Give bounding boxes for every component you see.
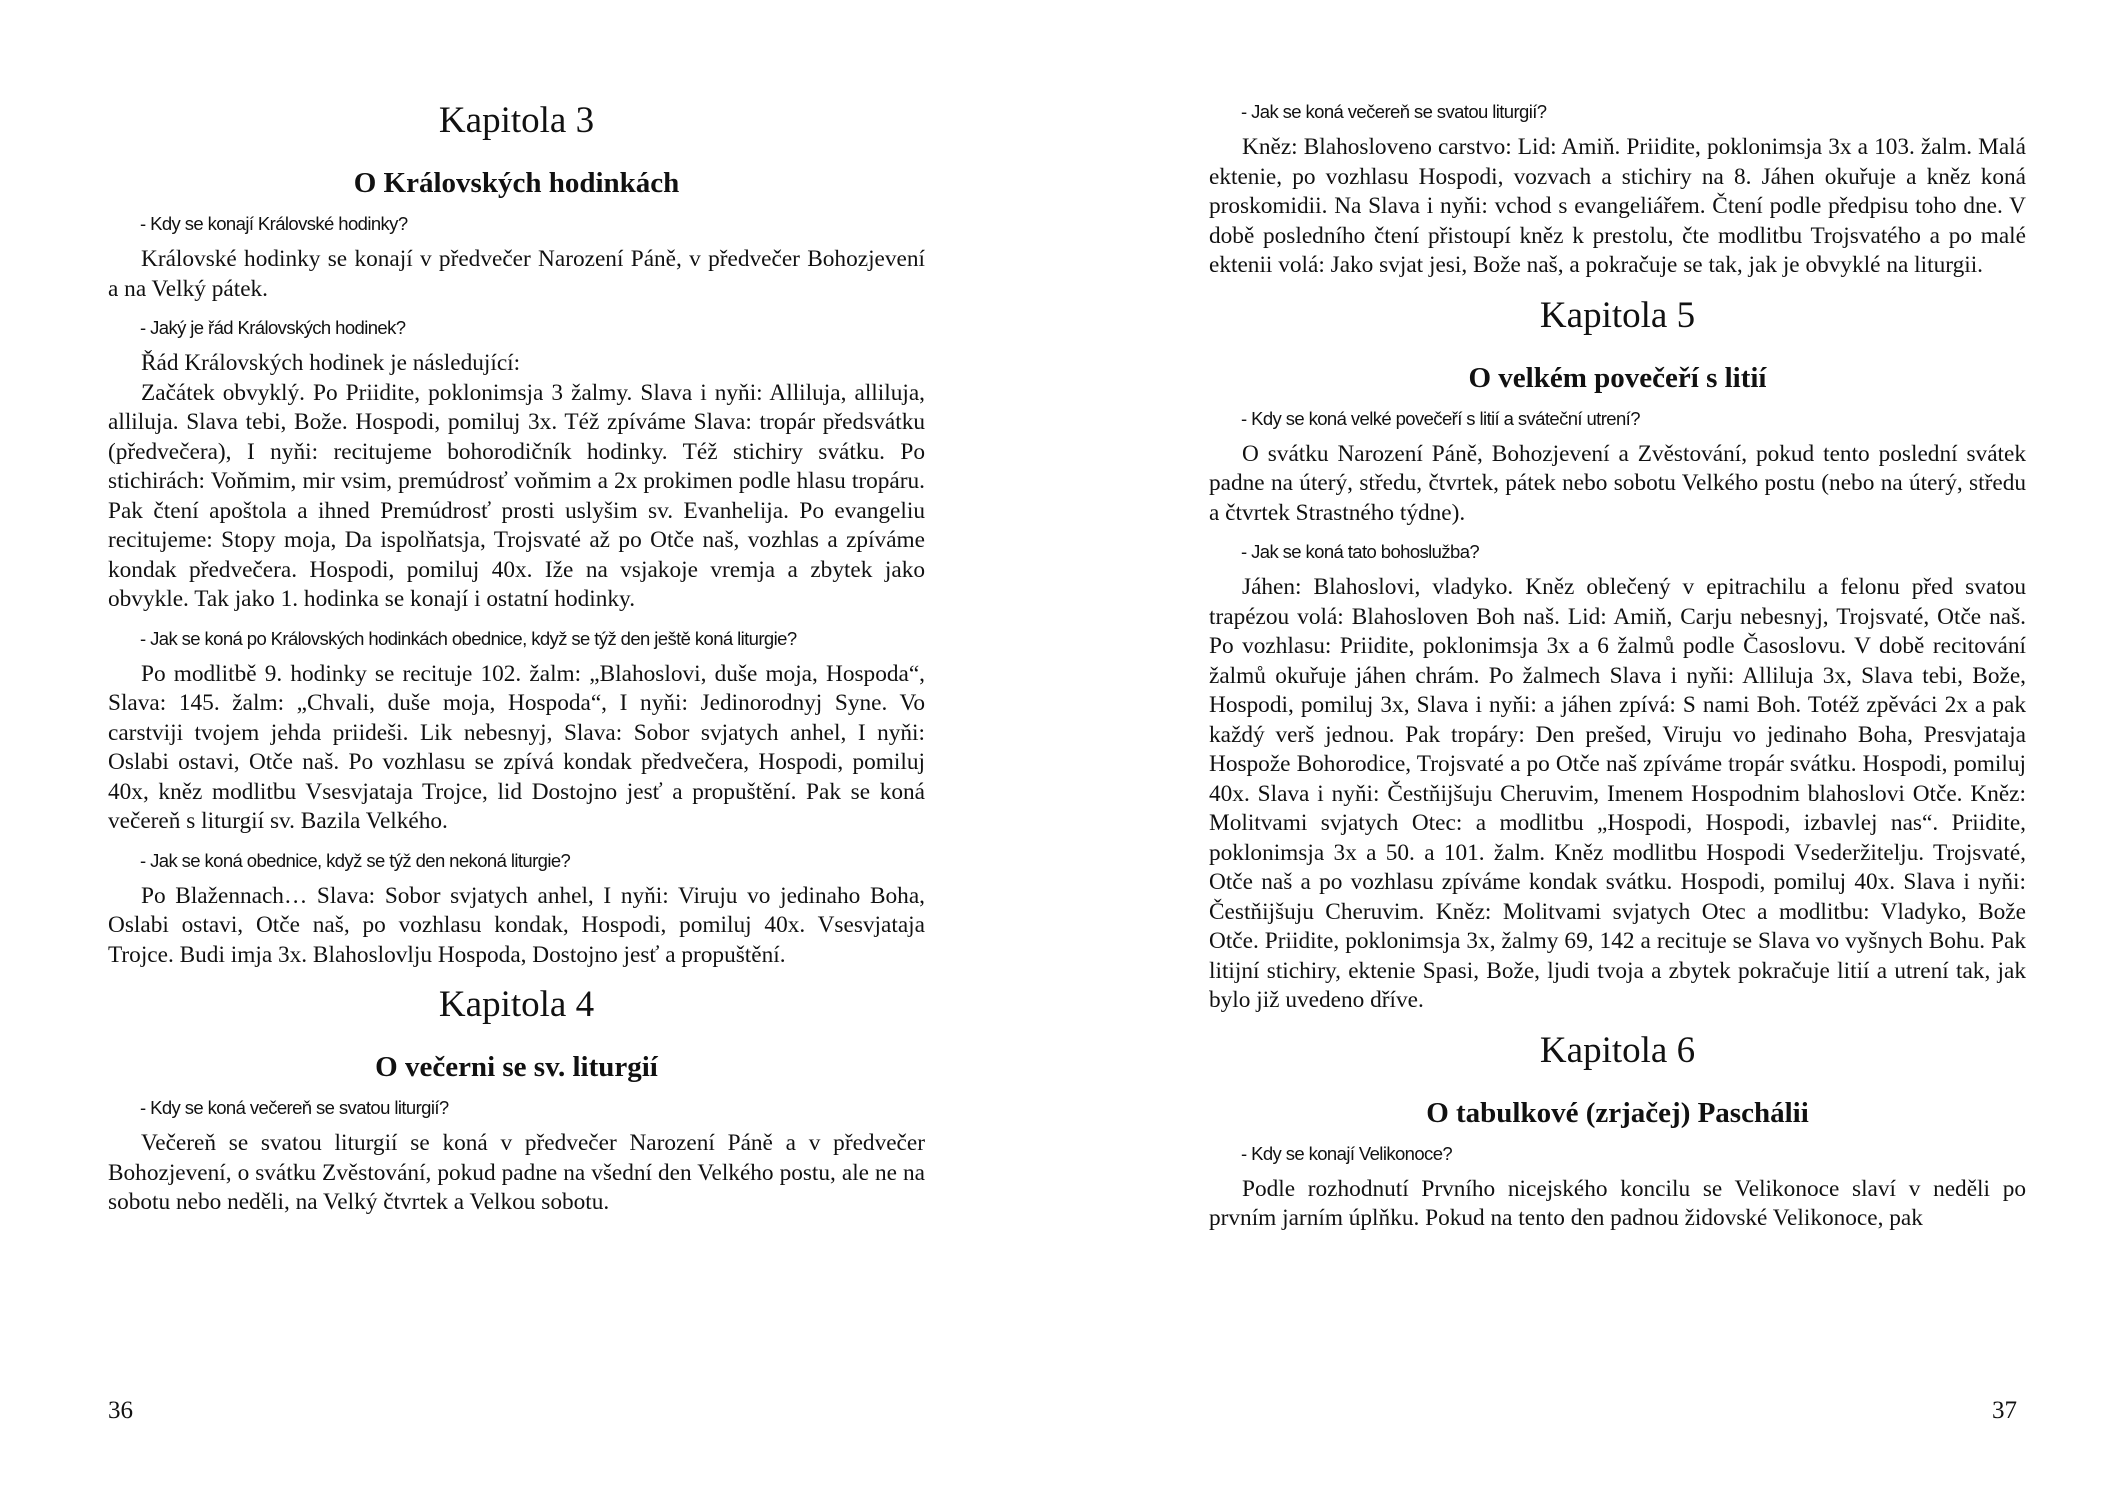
chapter-title: O večerni se sv. liturgií: [375, 1051, 658, 1083]
question: - Kdy se konají Velikonoce?: [1241, 1142, 1453, 1164]
left-page-text: [108, 88, 925, 1218]
answer-paragraph: O svátku Narození Páně, Bohozjevení a Zvěstování, pokud tento poslední svátek padne na úterý, středu, čtvrtek, pátek nebo sobotu Velkého postu (nebo na úterý, středu a čtvrtek Strastného týdne).: [1209, 440, 2026, 526]
answer-paragraph: Řád Královských hodinek je následující:: [141, 350, 521, 376]
question: - Jak se koná tato bohoslužba?: [1241, 541, 1480, 562]
chapter-heading: Kapitola 6: [1539, 1029, 1696, 1071]
question: - Jak se koná po Královských hodinkách obednice, když se týž den ještě koná liturgie?: [140, 627, 797, 649]
answer-paragraph: Podle rozhodnutí Prvního nicejského koncilu se Velikonoce slaví v neděli po prvním jarním úplňku. Pokud na tento den padnou židovské Velikonoce, pak: [1209, 1175, 2026, 1231]
question: - Kdy se koná velké povečeří s litií a sváteční utrení?: [1241, 407, 1640, 429]
page-number: 36: [108, 1397, 133, 1424]
answer-paragraph: Kněz: Blahosloveno carstvo: Lid: Amiň. Priidite, poklonimsja 3x a 103. žalm. Malá ektenie, po vozhlasu Hospodi, vozvach a stichiry na 8. Jáhen okuřuje a kněz koná proskomidii. Na Slava i nyňi: vchod s evangeliářem. Čtení podle předpisu toho dne. V době posledního čtení přistoupí kněz k prestolu, čte modlitbu Trojsvatého a po malé ektenii volá: Jako svjat jesi, Bože naš, a pokračuje se tak, jak je obvyklé na liturgii.: [1209, 134, 2026, 278]
right-page-text: [1209, 88, 2026, 1234]
answer-paragraph: Jáhen: Blahoslovi, vladyko. Kněz oblečený v epitrachilu a felonu před svatou trapézou volá: Blahosloven Boh naš. Lid: Amiň, Carju nebesnyj, Trojsvaté, Otče naš. Po vozhlasu: Priidite, poklonimsja 3x a 6 žalmů podle Časoslovu. V době recitování žalmů okuřuje jáhen chrám. Po žalmech Slava i nyňi: Alliluja 3x, Slava tebi, Bože, Hospodi, pomiluj 3x, Slava i nyňi: a jáhen zpívá: S nami Boh. Totéž zpěváci 2x a pak každý verš jednou. Pak tropáry: Den prešed, Viruju vo jedinaho Boha, Presvjataja Hospože Bohorodice, Trojsvaté a po Otče naš zpíváme tropár svátku. Hospodi, pomiluj 40x. Slava i nyňi: Čestňijšuju Cheruvim, Imenem Hospodnim blahoslovi Otče. Kněz: Molitvami svjatych Otec: a modlitbu „Hospodi, Hospodi, izbavlej nas“. Priidite, poklonimsja 3x a 50. a 101. žalm. Kněz modlitbu Hospodi Vsederžitelju. Trojsvaté, Otče naš a po vozhlasu zpíváme kondak svátku. Hospodi, pomiluj 40x. Slava i nyňi: Čestňijšuju Cheruvim. Kněz: Molitvami svjatych Otec a modlitbu: Vladyko, Bože Otče. Priidite, poklonimsja 3x, žalmy 69, 142 a recituje se Slava vo vyšnych Bohu. Pak litijní stichiry, ektenie Spasi, Bože, ljudi tvoja a zbytek pokračuje litií a utrení tak, jak bylo již uvedeno dříve.: [1209, 574, 2026, 1013]
chapter-title: O Královských hodinkách: [353, 167, 680, 199]
chapter-heading: Kapitola 3: [438, 100, 595, 141]
answer-paragraph: Večereň se svatou liturgií se koná v předvečer Narození Páně a v předvečer Bohozjevení, o svátku Zvěstování, pokud padne na všední den Velkého postu, ale ne na sobotu nebo neděli, na Velký čtvrtek a Velkou sobotu.: [108, 1130, 925, 1215]
question: - Jak se koná večereň se svatou liturgií?: [1241, 101, 1547, 122]
right-page: [1059, 0, 2118, 1500]
page-number: 37: [1992, 1397, 2017, 1424]
question: - Jak se koná obednice, když se týž den nekoná liturgie?: [140, 849, 571, 871]
question: - Jaký je řád Královských hodinek?: [140, 317, 406, 338]
question: - Kdy se konají Královské hodinky?: [140, 213, 408, 234]
answer-paragraph: Začátek obvyklý. Po Priidite, poklonimsja 3 žalmy. Slava i nyňi: Alliluja, alliluja, alliluja. Slava tebi, Bože. Hospodi, pomiluj 3x. Též zpíváme Slava: tropár předsvátku (předvečera), I nyňi: recitujeme bohorodičník hodinky. Též stichiry svátku. Po stichirách: Voňmim, mir vsim, premúdrosť voňmim a 2x prokimen podle hlasu tropáru. Pak čtení apoštola a ihned Premúdrosť prosti uslyšim sv. Evanhelija. Po evangeliu recitujeme: Stopy moja, Da ispolňatsja, Trojsvaté až po Otče naš, vozhlas a zpíváme kondak předvečera. Hospodi, pomiluj 40x. Iže na vsjakoje vremja a zbytek jako obvykle. Tak jako 1. hodinka se konají i ostatní hodinky.: [108, 379, 925, 612]
answer-paragraph: Královské hodinky se konají v předvečer Narození Páně, v předvečer Bohozjevení a na Velký pátek.: [108, 246, 925, 302]
answer-paragraph: Po modlitbě 9. hodinky se recituje 102. žalm: „Blahoslovi, duše moja, Hospoda“, Slava: 145. žalm: „Chvali, duše moja, Hospoda“, I nyňi: Jedinorodnyj Syne. Vo carstviji tvojem jehda priideši. Lik nebesnyj, Slava: Sobor svjatych anhel, I nyňi: Oslabi ostavi, Otče naš. Po vozhlasu se zpívá kondak předvečera, Hospodi, pomiluj 40x, kněz modlitbu Vsesvjataja Trojce, lid Dostojno jesť a propuštění. Pak se koná večereň s liturgií sv. Bazila Velkého.: [108, 660, 925, 834]
question: - Kdy se koná večereň se svatou liturgií?: [140, 1097, 449, 1118]
chapter-title: O velkém povečeří s litií: [1468, 361, 1767, 394]
chapter-heading: Kapitola 5: [1539, 294, 1696, 336]
chapter-title: O tabulkové (zrjačej) Paschálii: [1426, 1096, 1809, 1129]
chapter-heading: Kapitola 4: [438, 984, 595, 1025]
answer-paragraph: Po Blažennach… Slava: Sobor svjatych anhel, I nyňi: Viruju vo jedinaho Boha, Oslabi ostavi, Otče naš, po vozhlasu kondak, Hospodi, pomiluj 40x. Vsesvjataja Trojce. Budi imja 3x. Blahoslovlju Hospoda, Dostojno jesť a propuštění.: [108, 882, 925, 968]
